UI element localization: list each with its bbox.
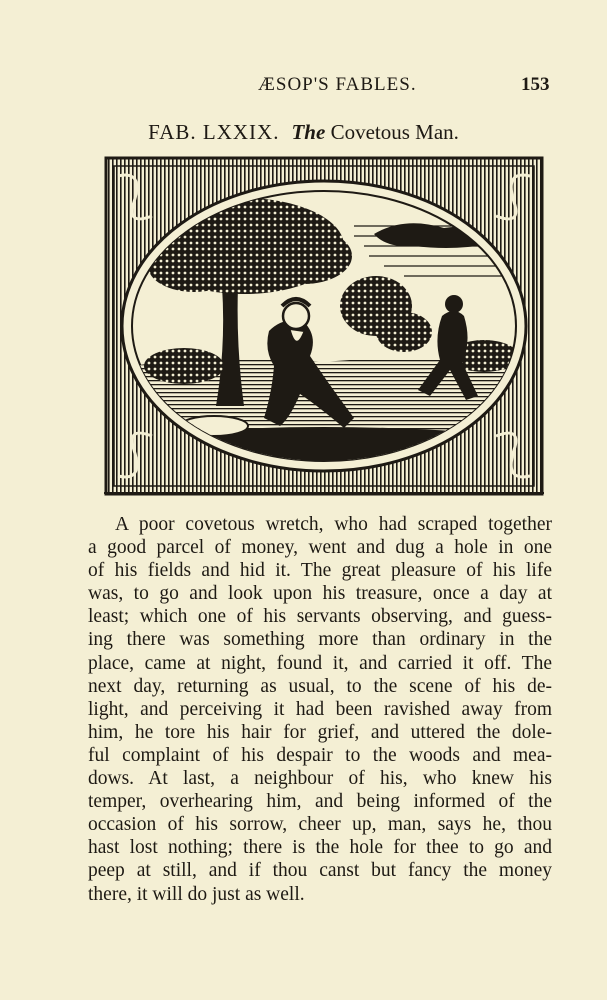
body-line: ing there was something more than ordinary in the — [88, 629, 552, 651]
body-line: him, he tore his hair for grief, and uttered the dole- — [88, 721, 552, 743]
fable-title-article: The — [291, 120, 326, 144]
page-number: 153 — [521, 74, 550, 95]
body-line: was, to go and look upon his treasure, once a day at — [88, 583, 552, 605]
body-line: temper, overhearing him, and being informed of the — [88, 791, 552, 813]
body-line: hast lost nothing; there is the hole for thee to go and — [88, 837, 552, 859]
body-line: least; which one of his servants observing, and guess- — [88, 606, 552, 628]
body-line: place, came at night, found it, and carried it off. The — [88, 652, 552, 674]
body-line: light, and perceiving it had been ravished away from — [88, 698, 552, 720]
fable-number: FAB. LXXIX. — [148, 120, 280, 144]
woodcut-svg — [104, 156, 544, 496]
body-line: of his fields and hid it. The great pleasure of his life — [88, 560, 552, 582]
fable-title: Covetous Man. — [330, 120, 459, 144]
running-head — [0, 74, 607, 100]
woodcut-illustration — [104, 156, 544, 496]
book-title: ÆSOP'S FABLES. — [258, 74, 417, 95]
body-line: a good parcel of money, went and dug a hole in one — [88, 537, 552, 559]
fable-heading — [0, 120, 607, 145]
body-line: A poor covetous wretch, who had scraped together — [115, 514, 552, 535]
body-line: next day, returning as usual, to the scene of his de- — [88, 675, 552, 697]
body-line: dows. At last, a neighbour of his, who knew his — [88, 768, 552, 790]
body-line: ful complaint of his despair to the woods and mea- — [88, 744, 552, 766]
body-line: occasion of his sorrow, cheer up, man, says he, thou — [88, 814, 552, 836]
body-line: peep at still, and if thou canst but fancy the money — [88, 860, 552, 882]
body-line: there, it will do just as well. — [88, 883, 305, 905]
fable-body — [88, 513, 552, 906]
